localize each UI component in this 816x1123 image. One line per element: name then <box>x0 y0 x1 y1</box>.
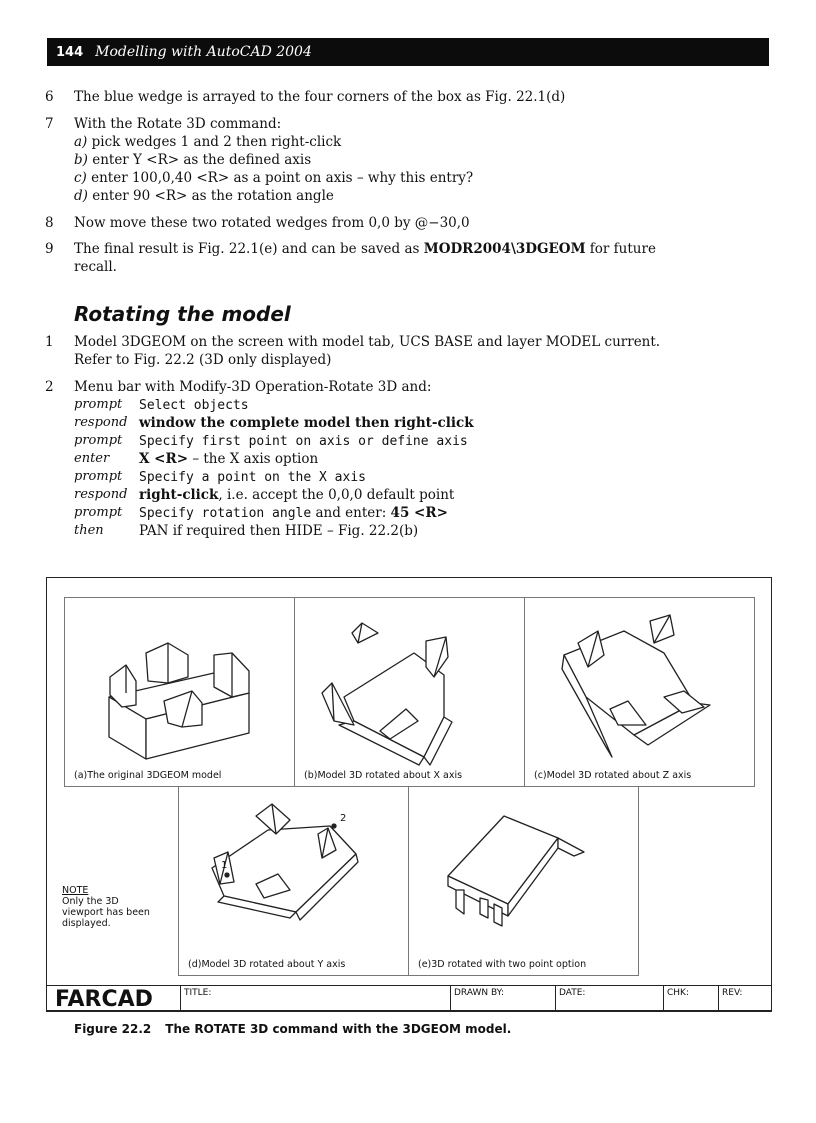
step-text-continued: Refer to Fig. 22.2 (3D only displayed) <box>74 352 332 368</box>
dialog-label: respond <box>74 415 128 430</box>
caption-c: (c)Model 3D rotated about Z axis <box>534 770 692 781</box>
note-line: displayed. <box>62 918 111 929</box>
brand-logo-text: FARCAD <box>55 987 153 1012</box>
caption-d: (d)Model 3D rotated about Y axis <box>188 959 346 970</box>
figure-number: Figure 22.2 <box>74 1022 152 1036</box>
model-drawing-e <box>408 786 639 976</box>
substep: a) pick wedges 1 and 2 then right-click <box>74 134 342 150</box>
section-heading: Rotating the model <box>74 302 291 326</box>
step-text-continued: recall. <box>74 259 117 275</box>
model-drawing-a <box>64 597 295 787</box>
step-number: 7 <box>45 116 54 132</box>
figure-caption-text: The ROTATE 3D command with the 3DGEOM model. <box>165 1022 512 1036</box>
step-number: 8 <box>45 215 54 231</box>
chk-cell: CHK: <box>663 986 718 1011</box>
step-text: Menu bar with Modify-3D Operation-Rotate 3D and: <box>74 379 432 395</box>
step-text: Now move these two rotated wedges from 0,0 by @−30,0 <box>74 215 470 231</box>
note-block <box>62 885 150 929</box>
dialog-value: Specify a point on the X axis <box>139 470 366 485</box>
drawn-by-cell: DRAWN BY: <box>450 986 555 1011</box>
dialog-value: Select objects <box>139 398 249 413</box>
page-number: 144 <box>56 44 84 60</box>
title-cell: TITLE: <box>180 986 450 1011</box>
model-drawing-c <box>524 597 755 787</box>
caption-e: (e)3D rotated with two point option <box>418 959 587 970</box>
dialog-label: prompt <box>74 469 123 484</box>
step-number: 9 <box>45 241 54 257</box>
dialog-label: enter <box>74 451 110 466</box>
dialog-label: prompt <box>74 433 123 448</box>
dialog-value: window the complete model then right-click <box>139 415 474 431</box>
dialog-label: respond <box>74 487 128 502</box>
step-number: 1 <box>45 334 54 350</box>
step-text: The final result is Fig. 22.1(e) and can be saved as MODR2004\3DGEOM for future <box>74 241 656 257</box>
step-number: 2 <box>45 379 54 395</box>
running-header <box>47 38 769 66</box>
dialog-value: right-click, i.e. accept the 0,0,0 default point <box>139 487 455 503</box>
model-drawing-b <box>294 597 525 787</box>
note-line: viewport has been <box>62 907 150 918</box>
dialog-value: Specify first point on axis or define axis <box>139 434 468 449</box>
caption-b: (b)Model 3D rotated about X axis <box>304 770 463 781</box>
substep: c) enter 100,0,40 <R> as a point on axis – why this entry? <box>74 170 474 186</box>
dialog-value: X <R> – the X axis option <box>139 451 319 467</box>
date-cell: DATE: <box>555 986 663 1011</box>
step-text: The blue wedge is arrayed to the four corners of the box as Fig. 22.1(d) <box>74 89 566 105</box>
dialog-label: prompt <box>74 505 123 520</box>
point-label-1: 1 <box>221 860 228 871</box>
figure-caption <box>74 1022 511 1036</box>
step-text: Model 3DGEOM on the screen with model tab, UCS BASE and layer MODEL current. <box>74 334 661 350</box>
note-title: NOTE <box>62 885 89 896</box>
rev-cell: REV: <box>718 986 770 1011</box>
substep: b) enter Y <R> as the defined axis <box>74 152 312 168</box>
caption-a: (a)The original 3DGEOM model <box>74 770 222 781</box>
dialog-value: Specify rotation angle and enter: 45 <R> <box>139 505 448 521</box>
step-number: 6 <box>45 89 54 105</box>
substep: d) enter 90 <R> as the rotation angle <box>74 188 334 204</box>
point-label-2: 2 <box>340 813 347 824</box>
title-block <box>46 985 772 1012</box>
step-text: With the Rotate 3D command: <box>74 116 282 132</box>
dialog-value: PAN if required then HIDE – Fig. 22.2(b) <box>139 523 419 539</box>
dialog-label: prompt <box>74 397 123 412</box>
dialog-label: then <box>74 523 104 538</box>
book-title: Modelling with AutoCAD 2004 <box>95 44 312 60</box>
model-drawing-d <box>178 786 409 976</box>
note-line: Only the 3D <box>62 896 119 907</box>
